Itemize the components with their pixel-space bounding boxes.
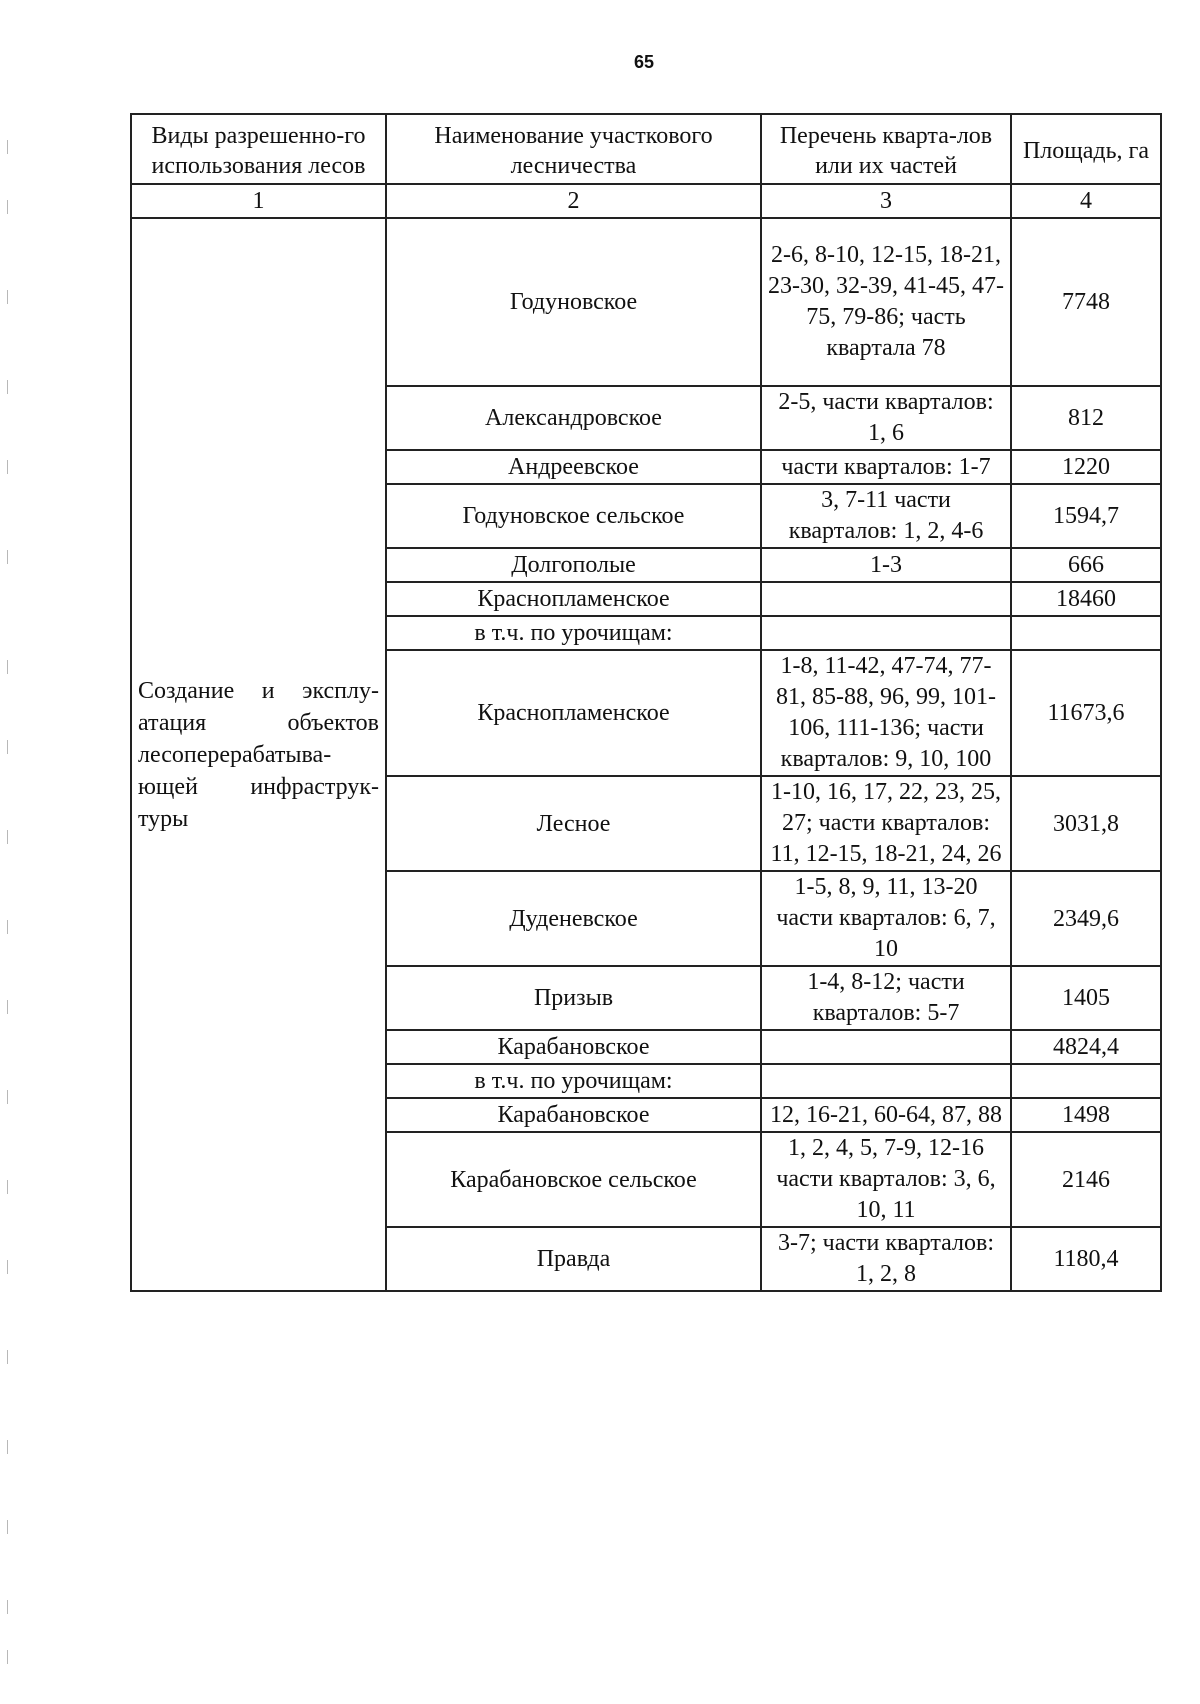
quarters-list: 1, 2, 4, 5, 7-9, 12-16 части кварталов: 3, 6, 10, 11 — [761, 1132, 1011, 1227]
quarters-list: 3, 7-11 части кварталов: 1, 2, 4-6 — [761, 484, 1011, 548]
area-value: 3031,8 — [1011, 776, 1161, 871]
usage-type-line: лесоперерабатыва- — [138, 741, 332, 768]
forestry-name: в т.ч. по урочищам: — [386, 616, 761, 650]
area-value: 2146 — [1011, 1132, 1161, 1227]
area-value: 18460 — [1011, 582, 1161, 616]
header-usage-type: Виды разрешенно-го использования лесов — [131, 114, 386, 184]
area-value: 7748 — [1011, 218, 1161, 386]
header-forestry-name: Наименование участкового лесничества — [386, 114, 761, 184]
forestry-name: Правда — [386, 1227, 761, 1291]
quarters-list: 1-8, 11-42, 47-74, 77-81, 85-88, 96, 99, 101-106, 111-136; части кварталов: 9, 10, 100 — [761, 650, 1011, 776]
area-value — [1011, 1064, 1161, 1098]
area-value: 1220 — [1011, 450, 1161, 484]
area-value: 4824,4 — [1011, 1030, 1161, 1064]
quarters-list: 1-10, 16, 17, 22, 23, 25, 27; части кварталов: 11, 12-15, 18-21, 24, 26 — [761, 776, 1011, 871]
usage-type-line: Создание и эксплу- — [138, 677, 379, 704]
forestry-name: Призыв — [386, 966, 761, 1030]
quarters-list: 3-7; части кварталов: 1, 2, 8 — [761, 1227, 1011, 1291]
quarters-list: 12, 16-21, 60-64, 87, 88 — [761, 1098, 1011, 1132]
forestry-name: в т.ч. по урочищам: — [386, 1064, 761, 1098]
area-value: 1498 — [1011, 1098, 1161, 1132]
forestry-name: Александровское — [386, 386, 761, 450]
quarters-list: 2-6, 8-10, 12-15, 18-21, 23-30, 32-39, 41-45, 47-75, 79-86; часть квартала 78 — [761, 218, 1011, 386]
usage-type-line: туры — [138, 805, 189, 832]
quarters-list: 1-3 — [761, 548, 1011, 582]
usage-type-line: ющей инфраструк- — [138, 773, 379, 800]
column-number: 4 — [1011, 184, 1161, 218]
header-area: Площадь, га — [1011, 114, 1161, 184]
area-value: 1594,7 — [1011, 484, 1161, 548]
forestry-name: Карабановское — [386, 1030, 761, 1064]
area-value: 1180,4 — [1011, 1227, 1161, 1291]
table-row — [131, 218, 1161, 386]
quarters-list — [761, 1030, 1011, 1064]
quarters-list: 2-5, части кварталов: 1, 6 — [761, 386, 1011, 450]
area-value: 666 — [1011, 548, 1161, 582]
quarters-list: 1-5, 8, 9, 11, 13-20 части кварталов: 6, 7, 10 — [761, 871, 1011, 966]
header-row — [131, 114, 1161, 184]
forestry-name: Долгополые — [386, 548, 761, 582]
quarters-list — [761, 616, 1011, 650]
header-quarters-list: Перечень кварта-лов или их частей — [761, 114, 1011, 184]
forestry-name: Краснопламенское — [386, 582, 761, 616]
forestry-name: Андреевское — [386, 450, 761, 484]
forestry-name: Лесное — [386, 776, 761, 871]
column-number-row — [131, 184, 1161, 218]
column-number: 2 — [386, 184, 761, 218]
area-value: 2349,6 — [1011, 871, 1161, 966]
column-number: 1 — [131, 184, 386, 218]
forestry-name: Карабановское сельское — [386, 1132, 761, 1227]
forest-usage-table — [130, 113, 1162, 1292]
quarters-list: 1-4, 8-12; части кварталов: 5-7 — [761, 966, 1011, 1030]
page-number: 65 — [633, 52, 655, 72]
forestry-name: Годуновское сельское — [386, 484, 761, 548]
column-number: 3 — [761, 184, 1011, 218]
area-value: 11673,6 — [1011, 650, 1161, 776]
quarters-list: части кварталов: 1-7 — [761, 450, 1011, 484]
scan-margin-marks — [7, 140, 9, 1670]
forestry-name: Годуновское — [386, 218, 761, 386]
quarters-list — [761, 1064, 1011, 1098]
quarters-list — [761, 582, 1011, 616]
area-value — [1011, 616, 1161, 650]
forestry-name: Карабановское — [386, 1098, 761, 1132]
forestry-name: Краснопламенское — [386, 650, 761, 776]
forestry-name: Дуденевское — [386, 871, 761, 966]
usage-type-line: атация объектов — [138, 709, 379, 736]
area-value: 812 — [1011, 386, 1161, 450]
area-value: 1405 — [1011, 966, 1161, 1030]
usage-type-cell — [131, 218, 386, 1291]
